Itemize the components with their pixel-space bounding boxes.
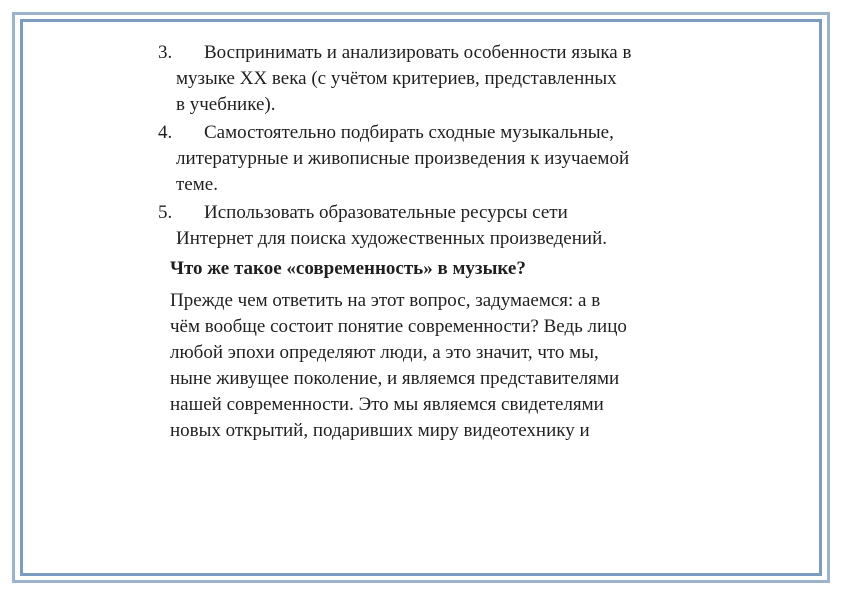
paragraph-line: новых открытий, подаривших миру видеотехнику и [170, 420, 590, 441]
paragraph-line: Прежде чем ответить на этот вопрос, задумаемся: а в [170, 290, 601, 311]
list-line: теме. [176, 174, 218, 195]
list-number: 5. [158, 202, 173, 223]
list-line: музыке XX века (с учётом критериев, представленных [176, 68, 617, 89]
section-heading: Что же такое «современность» в музыке? [170, 258, 526, 279]
list-item-3 [158, 40, 718, 118]
paragraph-line: любой эпохи определяют люди, а это значит, что мы, [170, 342, 599, 363]
paragraph-line: ныне живущее поколение, и являемся представителями [170, 368, 620, 389]
list-item-4 [158, 120, 718, 198]
list-line: Самостоятельно подбирать сходные музыкальные, [204, 122, 614, 143]
list-item-5 [158, 200, 718, 252]
list-line: в учебнике). [176, 94, 276, 115]
list-number: 3. [158, 42, 173, 63]
list-line: Интернет для поиска художественных произведений. [176, 228, 607, 249]
paragraph-line: чём вообще состоит понятие современности? Ведь лицо [170, 316, 627, 337]
body-paragraph [170, 288, 718, 444]
paragraph-line: нашей современности. Это мы являемся свидетелями [170, 394, 604, 415]
list-line: литературные и живописные произведения к изучаемой [176, 148, 630, 169]
list-line: Использовать образовательные ресурсы сети [204, 202, 568, 223]
slide-content [158, 40, 718, 444]
list-number: 4. [158, 122, 173, 143]
list-line: Воспринимать и анализировать особенности языка в [204, 42, 632, 63]
